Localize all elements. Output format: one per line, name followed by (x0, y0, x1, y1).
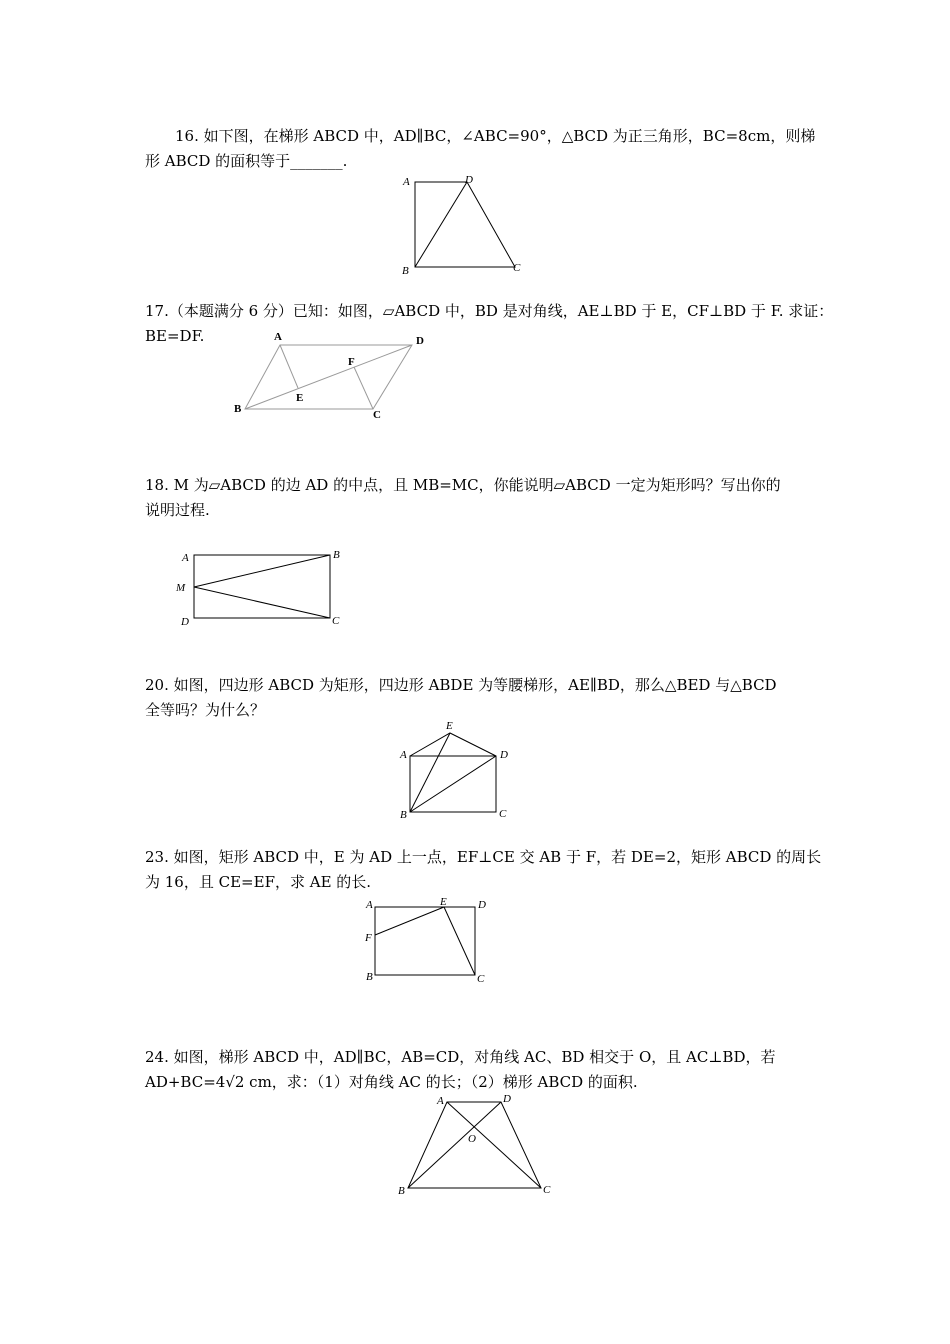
label-d: D (465, 174, 473, 186)
question-23-figure (360, 895, 495, 990)
question-16-line-1: 16. 如下图，在梯形 ABCD 中，AD∥BC，∠ABC=90°，△BCD 为正三角形，BC=8cm，则梯 (175, 127, 816, 145)
label-b: B (400, 809, 407, 821)
question-17-figure (230, 328, 440, 428)
label-o: O (468, 1133, 476, 1145)
label-a: A (366, 899, 373, 911)
question-16-figure (395, 170, 535, 280)
label-f: F (348, 356, 355, 368)
label-c: C (373, 409, 381, 421)
question-16-line-2: 形 ABCD 的面积等于_______. (145, 152, 348, 170)
label-c: C (513, 262, 521, 274)
question-16-text (145, 124, 816, 174)
question-24-line-2: AD+BC=4√2 cm，求：（1）对角线 AC 的长；（2）梯形 ABCD 的面积. (145, 1073, 638, 1091)
segment-ae (280, 345, 298, 388)
segment-fe (375, 907, 444, 935)
diagonal-bd (408, 1102, 501, 1188)
question-20-line-2: 全等吗？为什么？ (145, 701, 266, 719)
question-24-text (145, 1045, 810, 1095)
label-b: B (402, 265, 409, 277)
label-m: M (176, 582, 186, 594)
question-18-line-1: 18. M 为▱ABCD 的边 AD 的中点，且 MB=MC，你能说明▱ABCD 一定为矩形吗？写出你的 (145, 476, 781, 494)
label-e: E (446, 720, 453, 732)
rectangle-abcd (194, 555, 330, 618)
segment-bd (415, 182, 467, 267)
question-23-text (145, 845, 822, 895)
label-b: B (333, 549, 340, 561)
label-c: C (543, 1184, 551, 1196)
question-20-text (145, 673, 810, 723)
label-d: D (500, 749, 508, 761)
question-18-line-2: 说明过程. (145, 501, 210, 519)
label-b: B (366, 971, 373, 983)
segment-cf (354, 367, 373, 409)
label-b: B (398, 1185, 405, 1197)
diagonal-ac (447, 1102, 541, 1188)
label-e: E (296, 392, 304, 404)
label-c: C (332, 615, 340, 627)
diagonal-bd (245, 345, 412, 409)
question-23-line-2: 为 16，且 CE=EF，求 AE 的长. (145, 873, 372, 891)
label-a: A (182, 552, 189, 564)
label-a: A (274, 331, 282, 343)
segment-mc (194, 587, 330, 618)
label-d: D (503, 1093, 511, 1105)
label-e: E (440, 896, 447, 908)
question-18-text (145, 473, 810, 523)
question-24-line-1: 24. 如图，梯形 ABCD 中，AD∥BC，AB=CD，对角线 AC、BD 相交于 O，且 AC⊥BD，若 (145, 1048, 776, 1066)
question-18-figure (170, 545, 360, 635)
label-c: C (499, 808, 507, 820)
label-b: B (234, 403, 242, 415)
question-20-line-1: 20. 如图，四边形 ABCD 为矩形，四边形 ABDE 为等腰梯形，AE∥BD，那么△BED 与△BCD (145, 676, 777, 694)
question-20-figure (395, 718, 525, 823)
question-23-line-1: 23. 如图，矩形 ABCD 中，E 为 AD 上一点，EF⊥CE 交 AB 于 F，若 DE=2，矩形 ABCD 的周长 (145, 848, 822, 866)
question-17-line-2: BE=DF. (145, 327, 205, 345)
label-a: A (400, 749, 407, 761)
trapezoid-abcd (415, 182, 515, 267)
segment-ec (444, 907, 475, 975)
segment-ae-ed (410, 733, 496, 756)
label-a: A (437, 1095, 444, 1107)
label-a: A (403, 176, 410, 188)
label-d: D (181, 616, 189, 628)
label-d: D (478, 899, 486, 911)
trapezoid-abcd (408, 1102, 541, 1188)
label-f: F (365, 932, 372, 944)
question-17-line-1: 17.（本题满分 6 分）已知：如图，▱ABCD 中，BD 是对角线，AE⊥BD 于 E，CF⊥BD 于 F. 求证： (145, 302, 834, 320)
segment-mb (194, 555, 330, 587)
label-c: C (477, 973, 485, 985)
label-d: D (416, 335, 424, 347)
diagonal-bd (410, 756, 496, 812)
question-24-figure (395, 1092, 565, 1202)
